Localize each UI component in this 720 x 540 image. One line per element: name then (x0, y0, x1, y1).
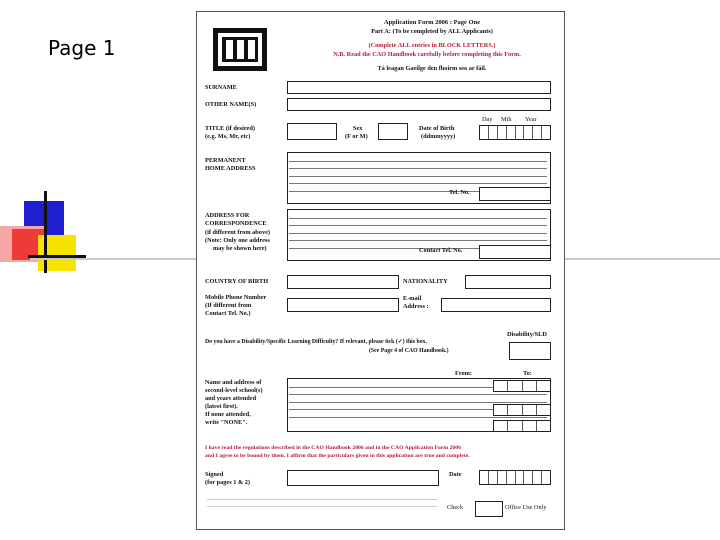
disability-sld-label: Disability/SLD (507, 331, 547, 338)
correspondence-label-5: may be shown here) (213, 245, 267, 252)
school-years-3[interactable] (493, 420, 551, 432)
sex-label: Sex (353, 125, 363, 132)
school-label-1: Name and address of (205, 379, 262, 386)
contact-tel-label: Contact Tel. No. (419, 247, 463, 254)
dob-field[interactable] (479, 125, 551, 140)
yellow-square (38, 235, 76, 271)
sex-field[interactable] (378, 123, 408, 140)
instruction-handbook: N.B. Read the CAO Handbook carefully before completing this Form. (333, 51, 521, 58)
correspondence-label-2: CORRESPONDENCE (205, 220, 267, 227)
surname-field[interactable] (287, 81, 551, 94)
signed-pages-note: (for pages 1 & 2) (205, 479, 251, 486)
permanent-address-lines (289, 154, 547, 192)
correspondence-label-4: (Note: Only one address (205, 237, 270, 244)
correspondence-address-lines (289, 211, 547, 249)
school-label-4: (latest first). (205, 403, 238, 410)
disability-question: Do you have a Disability/Specific Learning Difficulty? If relevant, please tick (✓) this box. (205, 339, 427, 345)
email-field[interactable] (441, 298, 551, 312)
other-names-label: OTHER NAME(S) (205, 101, 257, 108)
nationality-field[interactable] (465, 275, 551, 289)
mobile-label-2: (If different from (205, 302, 252, 309)
disability-handbook-ref: (See Page 4 of CAO Handbook.) (369, 348, 449, 354)
signature-field[interactable] (287, 470, 439, 486)
mobile-label-1: Mobile Phone Number (205, 294, 267, 301)
from-label: From: (455, 370, 473, 377)
form-title: Application Form 2006 : Page One (383, 19, 481, 26)
permanent-address-label-1: PERMANENT (205, 157, 246, 164)
to-label: To: (523, 370, 532, 377)
school-years-2[interactable] (493, 404, 551, 416)
dob-hint: (ddmmyyyy) (421, 133, 456, 140)
title-example: (e.g. Ms, Mr, etc) (205, 133, 251, 140)
school-label-3: and years attended (205, 395, 257, 402)
tel-no-label: Tel. No. (449, 189, 470, 196)
faint-lines (207, 492, 437, 507)
country-of-birth-label: COUNTRY OF BIRTH (205, 278, 269, 285)
declaration-line-2: and I agree to be bound by them. I affirm that the particulars given in this application are true and complete. (205, 453, 470, 459)
email-label-2: Address : (403, 303, 429, 310)
irish-version-note: Tá leagan Gaeilge den fhoirm seo ar fáil. (377, 65, 487, 72)
nationality-label: NATIONALITY (403, 278, 448, 285)
slide-title: Page 1 (48, 36, 116, 60)
country-of-birth-field[interactable] (287, 275, 399, 289)
instruction-block-letters: (Complete ALL entries in BLOCK LETTERS.) (368, 42, 496, 49)
school-label-6: write "NONE". (205, 419, 248, 426)
school-label-5: If none attended, (205, 411, 251, 418)
tel-no-field[interactable] (479, 187, 551, 201)
date-label: Date (449, 471, 462, 478)
date-field[interactable] (479, 470, 551, 485)
correspondence-label-1: ADDRESS FOR (205, 212, 250, 219)
correspondence-label-3: (if different from above) (205, 229, 270, 236)
other-names-field[interactable] (287, 98, 551, 111)
decorative-squares-graphic (0, 185, 86, 275)
contact-tel-field[interactable] (479, 245, 551, 259)
month-label: Mth (501, 116, 512, 123)
year-label: Year (525, 116, 537, 123)
school-years-1[interactable] (493, 380, 551, 392)
email-label-1: E-mail (403, 295, 422, 302)
dob-label: Date of Birth (419, 125, 455, 132)
declaration-line-1: I have read the regulations described in the CAO Handbook 2006 and in the CAO Application Form 2006 (205, 445, 461, 451)
signed-label: Signed (205, 471, 224, 478)
application-form-page (196, 11, 565, 530)
mobile-field[interactable] (287, 298, 399, 312)
office-use-label: Office Use Only (505, 504, 547, 511)
school-label-2: second-level school(s) (205, 387, 263, 394)
permanent-address-label-2: HOME ADDRESS (205, 165, 256, 172)
day-label: Day (482, 116, 493, 123)
disability-checkbox[interactable] (509, 342, 551, 360)
sex-hint: (F or M) (345, 133, 368, 140)
title-field[interactable] (287, 123, 337, 140)
vertical-bar (44, 191, 47, 273)
surname-label: SURNAME (205, 84, 237, 91)
check-label: Check (447, 504, 464, 511)
title-label: TITLE (if desired) (205, 125, 255, 132)
form-subtitle: Part A: (To be completed by ALL Applicants) (371, 28, 493, 35)
cao-logo (213, 28, 267, 71)
check-box[interactable] (475, 501, 503, 517)
mobile-label-3: Contact Tel. No.) (205, 310, 251, 317)
